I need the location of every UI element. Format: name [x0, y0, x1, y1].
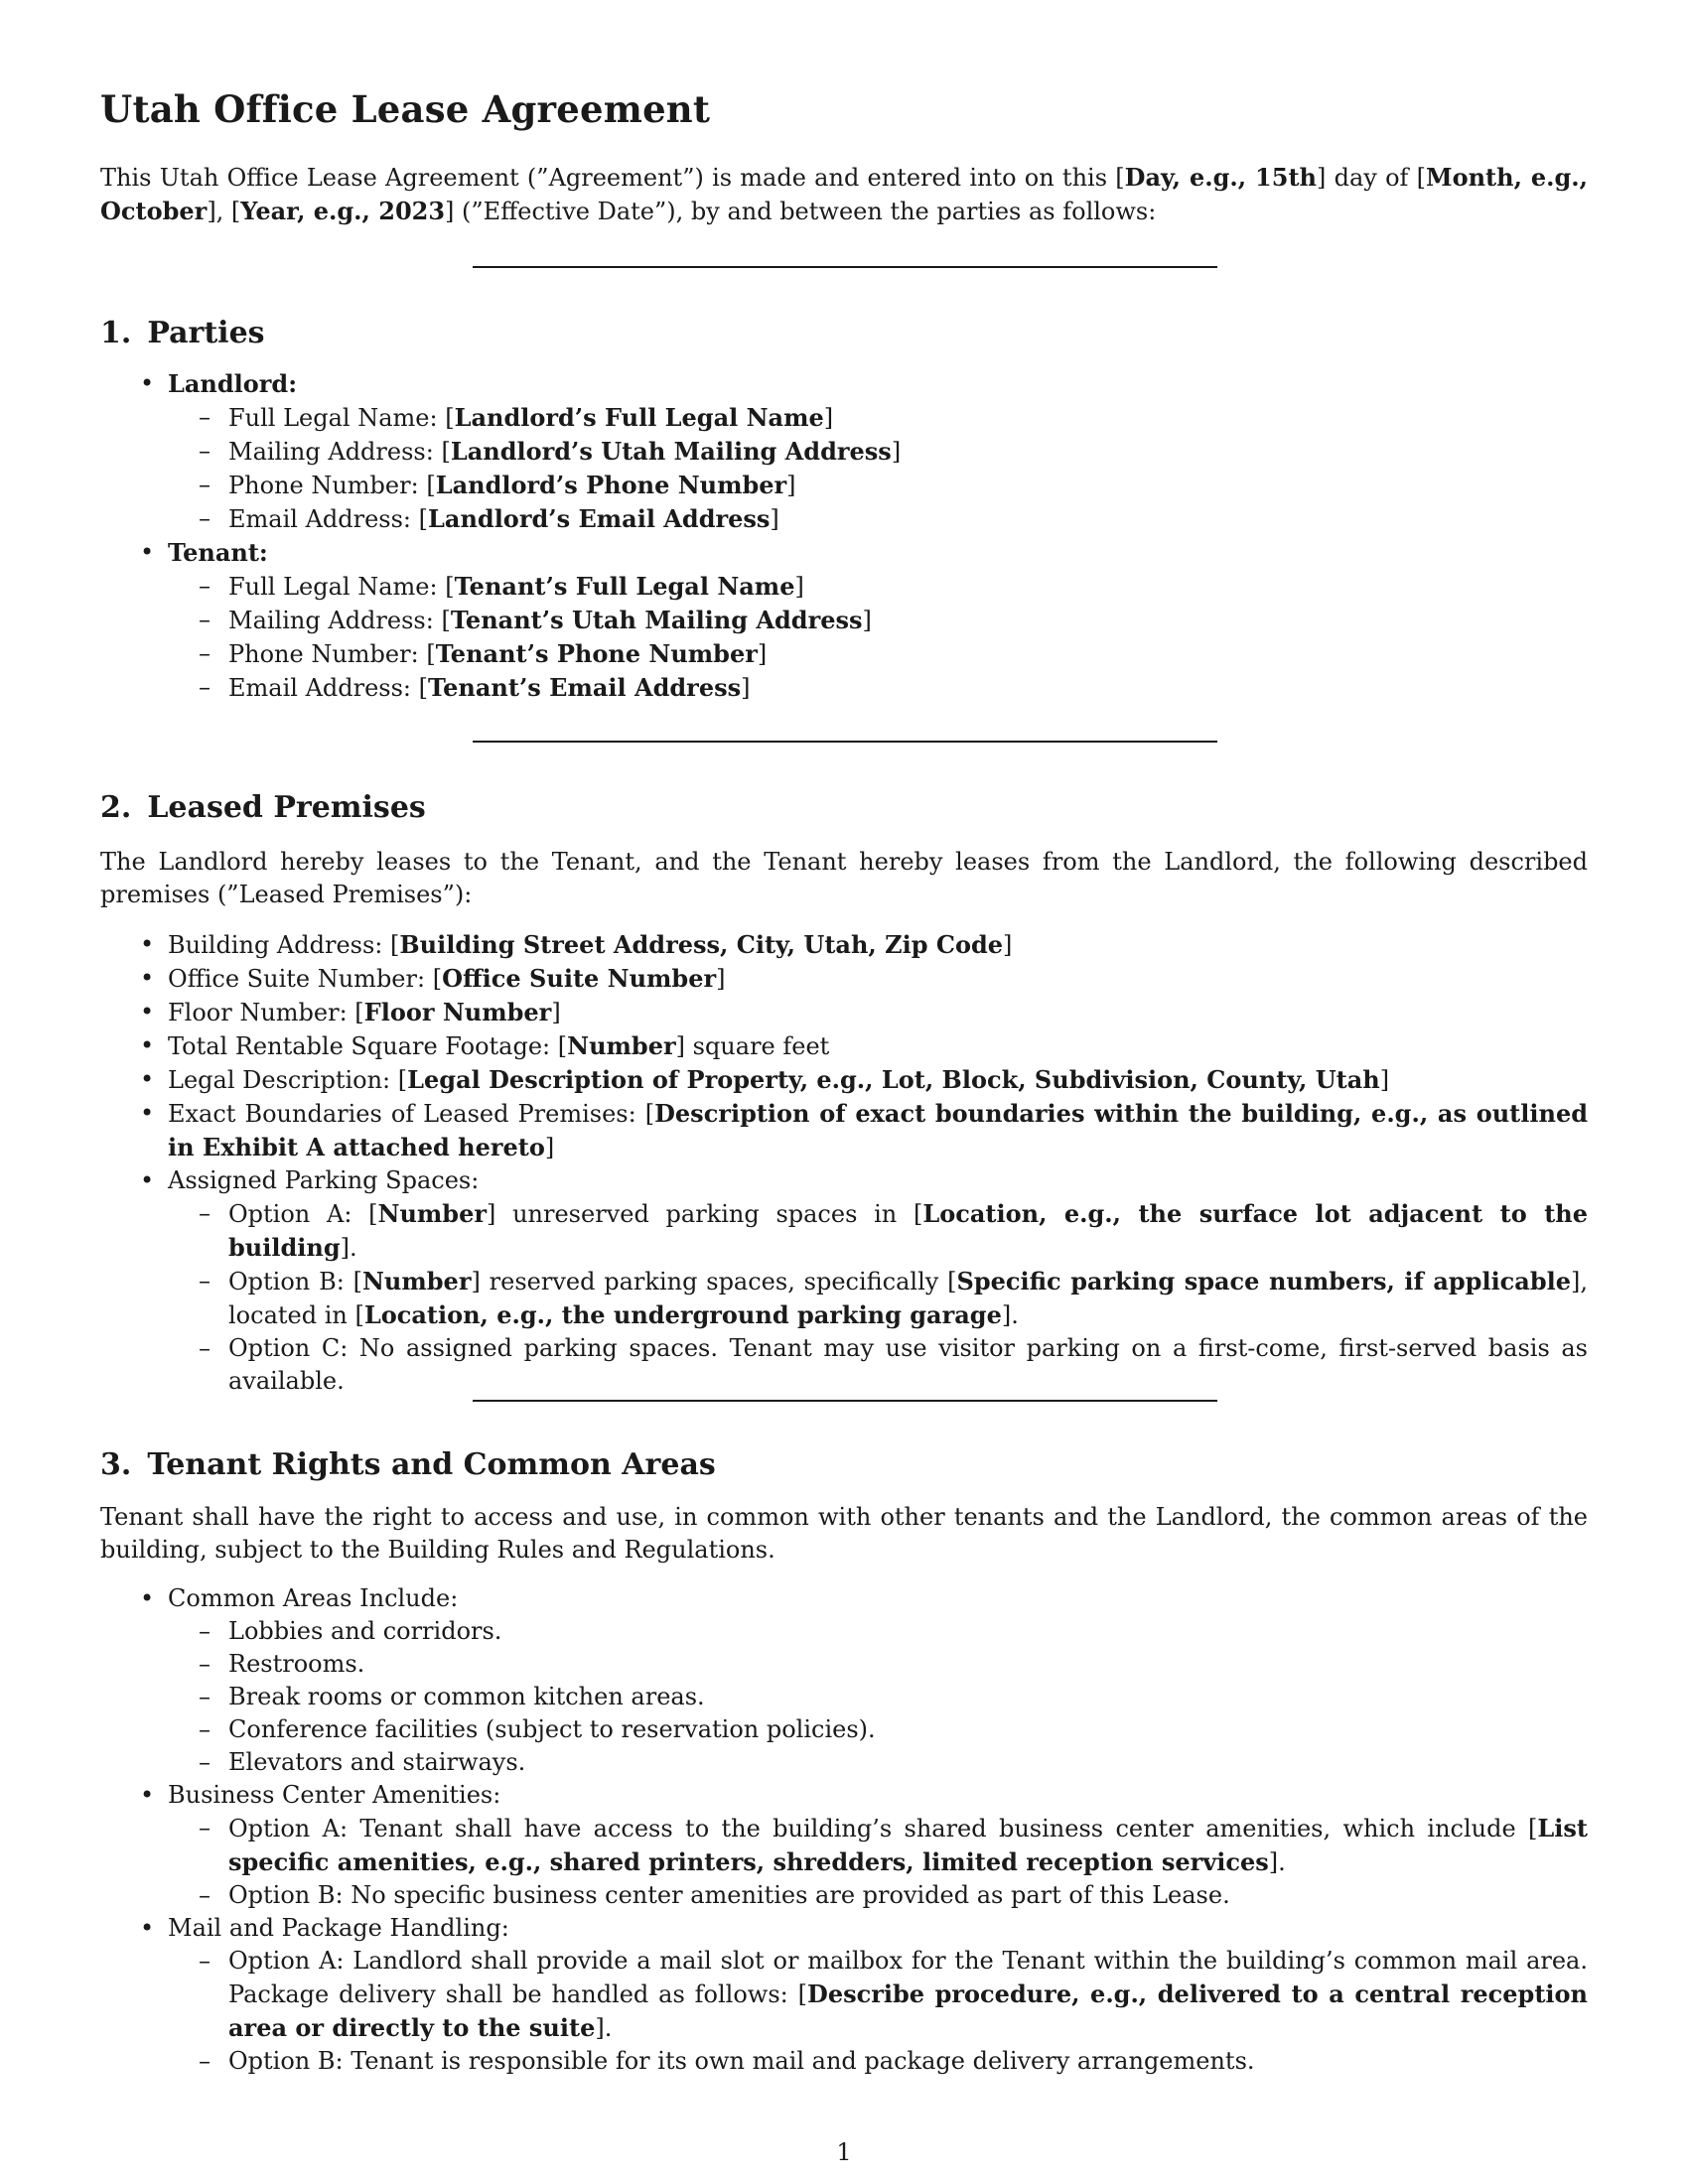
landlord-item	[168, 367, 1588, 536]
intro-paragraph	[100, 161, 1588, 228]
option-text: ] unreserved parking spaces in [	[487, 1200, 923, 1228]
list-item: – Elevators and stairways.	[228, 1746, 1588, 1779]
parking-option-b	[228, 1265, 1588, 1332]
field-placeholder: Tenant’s Email Address	[428, 673, 742, 702]
field-label: Total Rentable Square Footage:	[168, 1032, 558, 1060]
tenant-item	[168, 536, 1588, 705]
section-3-number: 3.	[100, 1447, 132, 1482]
field-placeholder: Legal Description of Property, e.g., Lot, Block, Subdivision, County, Utah	[407, 1065, 1380, 1094]
intro-month-placeholder: Month, e.g., October	[100, 163, 1589, 225]
field-placeholder: Number	[567, 1031, 676, 1060]
section-divider	[473, 1400, 1217, 1402]
option-text: ].	[340, 1234, 357, 1262]
premises-list	[100, 928, 1588, 1398]
common-areas-label: Common Areas Include:	[168, 1584, 459, 1612]
list-item: – Phone Number: [Landlord’s Phone Number]	[228, 469, 1588, 502]
intro-text-1: This Utah Office Lease Agreement (”Agreement”) is made and entered into on this [	[100, 164, 1125, 192]
list-item: – Mailing Address: [Tenant’s Utah Mailing Address]	[228, 604, 1588, 637]
field-label: Exact Boundaries of Leased Premises:	[168, 1100, 645, 1128]
mail-option-b: – Option B: Tenant is responsible for its own mail and package delivery arrangements.	[228, 2045, 1588, 2078]
option-text: ], located in [	[228, 1268, 1589, 1329]
field-placeholder: Describe procedure, e.g., delivered to a central reception area or directly to the suite	[228, 1979, 1588, 2042]
field-placeholder: Tenant’s Phone Number	[435, 639, 758, 668]
option-text: ].	[1001, 1301, 1019, 1329]
business-option-a	[228, 1812, 1588, 1879]
field-placeholder: Location, e.g., the underground parking garage	[363, 1300, 1002, 1329]
section-1-heading	[100, 316, 265, 350]
intro-day-placeholder: Day, e.g., 15th	[1124, 163, 1317, 192]
list-item: • Office Suite Number: [Office Suite Number]	[168, 962, 1588, 996]
option-text: Option B: [	[228, 1268, 362, 1296]
intro-year-placeholder: Year, e.g., 2023	[240, 197, 446, 225]
section-2-title: Leased Premises	[147, 790, 426, 825]
field-placeholder: Building Street Address, City, Utah, Zip Code	[399, 930, 1004, 959]
field-placeholder: Number	[361, 1267, 472, 1296]
field-label: Full Legal Name:	[228, 573, 446, 601]
field-placeholder: Landlord’s Utah Mailing Address	[450, 437, 892, 466]
option-text: Option A: Landlord shall provide a mail slot or mailbox for the Tenant within the building’s common mail area. Package delivery shall be handled as follows: [	[228, 1947, 1588, 2008]
field-label: Email Address:	[228, 674, 419, 702]
business-center-label: Business Center Amenities:	[168, 1781, 501, 1809]
section-2-heading	[100, 790, 426, 825]
list-item: – Email Address: [Tenant’s Email Address]	[228, 671, 1588, 705]
section-1-number: 1.	[100, 316, 132, 350]
list-item: • Floor Number: [Floor Number]	[168, 996, 1588, 1029]
option-text: ].	[595, 2014, 613, 2042]
parties-list	[100, 367, 1588, 705]
field-suffix: square feet	[685, 1032, 830, 1060]
business-option-b: – Option B: No specific business center amenities are provided as part of this Lease.	[228, 1879, 1588, 1912]
common-areas-item	[168, 1582, 1588, 1779]
field-label: Full Legal Name:	[228, 404, 446, 432]
common-areas-list	[100, 1582, 1588, 2078]
section-divider	[473, 741, 1217, 743]
document-title: Utah Office Lease Agreement	[100, 87, 711, 131]
intro-text-3: ], [	[207, 198, 241, 225]
tenant-label: Tenant:	[168, 538, 268, 567]
field-label: Building Address:	[168, 931, 391, 959]
field-label: Mailing Address:	[228, 607, 442, 634]
page-number: 1	[836, 2138, 852, 2166]
list-item: – Full Legal Name: [Tenant’s Full Legal Name]	[228, 570, 1588, 604]
business-center-item	[168, 1779, 1588, 1912]
option-text: Option A: Tenant shall have access to the building’s shared business center amenities, which include [	[228, 1815, 1538, 1843]
list-item: – Lobbies and corridors.	[228, 1615, 1588, 1648]
section-3-title: Tenant Rights and Common Areas	[147, 1447, 716, 1482]
option-text: Option A: [	[228, 1200, 378, 1228]
field-label: Mailing Address:	[228, 438, 442, 466]
mail-handling-label: Mail and Package Handling:	[168, 1914, 509, 1942]
list-item: – Phone Number: [Tenant’s Phone Number]	[228, 637, 1588, 671]
field-label: Phone Number:	[228, 472, 427, 499]
field-placeholder: Landlord’s Phone Number	[435, 471, 787, 499]
list-item: – Conference facilities (subject to reservation policies).	[228, 1713, 1588, 1746]
field-placeholder: Office Suite Number	[442, 964, 717, 993]
field-label: Email Address:	[228, 505, 419, 533]
field-placeholder: Specific parking space numbers, if applicable	[956, 1267, 1572, 1296]
list-item: – Email Address: [Landlord’s Email Address]	[228, 502, 1588, 536]
intro-text-4: ] (”Effective Date”), by and between the parties as follows:	[445, 198, 1157, 225]
list-item: • Exact Boundaries of Leased Premises: [Description of exact boundaries within the building, e.g., as outlined in Exhibit A attached hereto]	[168, 1097, 1588, 1164]
field-placeholder: List specific amenities, e.g., shared printers, shredders, limited reception services	[228, 1814, 1588, 1876]
option-text: ] reserved parking spaces, specifically [	[471, 1268, 957, 1296]
mail-handling-item	[168, 1912, 1588, 2078]
field-label: Phone Number:	[228, 640, 427, 668]
section-2-number: 2.	[100, 790, 132, 825]
tenant-rights-paragraph: Tenant shall have the right to access and use, in common with other tenants and the Landlord, the common areas of the building, subject to the Building Rules and Regulations.	[100, 1503, 1588, 1564]
list-item: • Building Address: [Building Street Address, City, Utah, Zip Code]	[168, 928, 1588, 962]
option-text: ].	[1268, 1848, 1286, 1876]
parking-item	[168, 1164, 1588, 1398]
list-item: • Total Rentable Square Footage: [Number] square feet	[168, 1029, 1588, 1063]
field-placeholder: Landlord’s Full Legal Name	[454, 403, 824, 432]
list-item: – Restrooms.	[228, 1648, 1588, 1681]
parking-option-a	[228, 1197, 1588, 1265]
field-placeholder: Number	[377, 1199, 487, 1228]
intro-text-2: ] day of [	[1317, 164, 1427, 192]
list-item: • Legal Description: [Legal Description of Property, e.g., Lot, Block, Subdivision, County, Utah]	[168, 1063, 1588, 1097]
leased-premises-paragraph: The Landlord hereby leases to the Tenant, and the Tenant hereby leases from the Landlord, the following described premises (”Leased Premises”):	[100, 848, 1588, 908]
field-placeholder: Floor Number	[363, 998, 552, 1026]
field-label: Floor Number:	[168, 999, 355, 1026]
section-3-heading	[100, 1447, 716, 1482]
field-label: Office Suite Number:	[168, 965, 433, 993]
parking-label: Assigned Parking Spaces:	[168, 1166, 480, 1194]
mail-option-a	[228, 1945, 1588, 2045]
section-1-title: Parties	[147, 316, 265, 350]
field-placeholder: Location, e.g., the surface lot adjacent to the building	[228, 1199, 1588, 1262]
field-placeholder: Tenant’s Utah Mailing Address	[450, 606, 863, 634]
section-divider	[473, 266, 1217, 268]
field-placeholder: Description of exact boundaries within the building, e.g., as outlined in Exhibit A attached hereto	[168, 1099, 1589, 1161]
list-item: – Full Legal Name: [Landlord’s Full Legal Name]	[228, 401, 1588, 435]
list-item: – Mailing Address: [Landlord’s Utah Mailing Address]	[228, 435, 1588, 469]
list-item: – Break rooms or common kitchen areas.	[228, 1681, 1588, 1713]
field-placeholder: Tenant’s Full Legal Name	[454, 572, 795, 601]
parking-option-c: – Option C: No assigned parking spaces. Tenant may use visitor parking on a first-come, first-served basis as available.	[228, 1332, 1588, 1398]
field-label: Legal Description:	[168, 1066, 398, 1094]
landlord-label: Landlord:	[168, 369, 298, 398]
field-placeholder: Landlord’s Email Address	[428, 504, 771, 533]
